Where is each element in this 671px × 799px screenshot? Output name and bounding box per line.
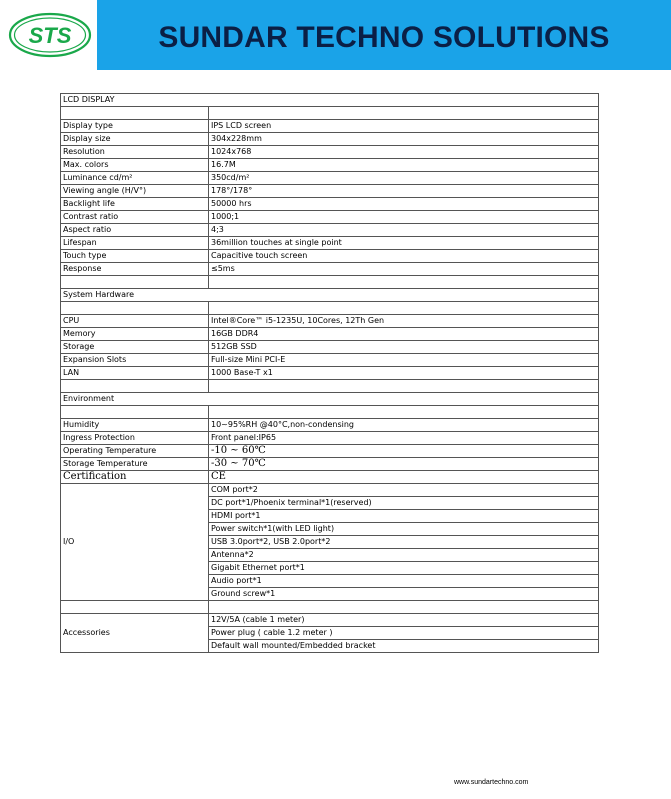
spec-value: 50000 hrs	[209, 198, 599, 211]
spec-label: Backlight life	[61, 198, 209, 211]
spec-value: ≤5ms	[209, 263, 599, 276]
table-row	[61, 328, 599, 341]
spacer-row	[61, 406, 599, 419]
spec-value: Full-size Mini PCI-E	[209, 354, 599, 367]
table-row	[61, 354, 599, 367]
table-row	[61, 120, 599, 133]
spec-label: Lifespan	[61, 237, 209, 250]
io-item: COM port*2	[209, 484, 599, 497]
spec-label: Humidity	[61, 419, 209, 432]
spec-value: 16.7M	[209, 159, 599, 172]
spec-label: Ingress Protection	[61, 432, 209, 445]
spec-value: 1024x768	[209, 146, 599, 159]
spacer-row	[61, 380, 599, 393]
footer-website: www.sundartechno.com	[454, 779, 529, 786]
table-row	[61, 445, 599, 458]
spec-label: Storage Temperature	[61, 458, 209, 471]
section-title-hardware: System Hardware	[61, 289, 599, 302]
spec-label: Viewing angle (H/V°)	[61, 185, 209, 198]
section-title-environment: Environment	[61, 393, 599, 406]
table-row	[61, 419, 599, 432]
section-row	[61, 393, 599, 406]
table-row	[61, 263, 599, 276]
io-item: Gigabit Ethernet port*1	[209, 562, 599, 575]
table-row	[61, 341, 599, 354]
spec-table	[60, 93, 599, 653]
spec-value: 304x228mm	[209, 133, 599, 146]
table-row	[61, 172, 599, 185]
logo-text: STS	[28, 23, 72, 48]
io-item: Audio port*1	[209, 575, 599, 588]
spec-label: Expansion Slots	[61, 354, 209, 367]
table-row	[61, 198, 599, 211]
spec-label: Response	[61, 263, 209, 276]
spec-value: 350cd/m²	[209, 172, 599, 185]
page-header	[0, 0, 671, 70]
spec-label: Certification	[61, 471, 209, 484]
spec-value: IPS LCD screen	[209, 120, 599, 133]
spec-value: 4;3	[209, 224, 599, 237]
io-item: HDMI port*1	[209, 510, 599, 523]
table-row	[61, 315, 599, 328]
accessory-item: Power plug ( cable 1.2 meter )	[209, 627, 599, 640]
spec-label: Display size	[61, 133, 209, 146]
section-title-lcd: LCD DISPLAY	[61, 94, 599, 107]
table-row	[61, 471, 599, 484]
table-row	[61, 146, 599, 159]
accessories-label: Accessories	[61, 614, 209, 653]
table-row	[61, 185, 599, 198]
table-row	[61, 484, 599, 497]
table-row	[61, 237, 599, 250]
spec-value: Capacitive touch screen	[209, 250, 599, 263]
spec-label: Max. colors	[61, 159, 209, 172]
io-item: USB 3.0port*2, USB 2.0port*2	[209, 536, 599, 549]
accessory-item: 12V/5A (cable 1 meter)	[209, 614, 599, 627]
spec-value: 1000;1	[209, 211, 599, 224]
io-item: Antenna*2	[209, 549, 599, 562]
sts-logo	[8, 12, 92, 58]
table-row	[61, 224, 599, 237]
section-row	[61, 94, 599, 107]
spec-value: 512GB SSD	[209, 341, 599, 354]
spec-value: CE	[209, 471, 599, 484]
spec-label: Touch type	[61, 250, 209, 263]
spec-value: Front panel:IP65	[209, 432, 599, 445]
spec-value: -30 ~ 70℃	[209, 458, 599, 471]
spec-label: Storage	[61, 341, 209, 354]
spec-label: Operating Temperature	[61, 445, 209, 458]
table-row	[61, 614, 599, 627]
spec-label: Aspect ratio	[61, 224, 209, 237]
accessory-item: Default wall mounted/Embedded bracket	[209, 640, 599, 653]
table-row	[61, 159, 599, 172]
spacer-row	[61, 601, 599, 614]
company-name: SUNDAR TECHNO SOLUTIONS	[158, 21, 610, 54]
spec-label: CPU	[61, 315, 209, 328]
spec-label: LAN	[61, 367, 209, 380]
table-row	[61, 432, 599, 445]
spec-label: Resolution	[61, 146, 209, 159]
spacer-row	[61, 302, 599, 315]
io-item: Ground screw*1	[209, 588, 599, 601]
spec-label: Memory	[61, 328, 209, 341]
spec-value: 10~95%RH @40°C,non-condensing	[209, 419, 599, 432]
table-row	[61, 250, 599, 263]
section-row	[61, 289, 599, 302]
io-item: DC port*1/Phoenix terminal*1(reserved)	[209, 497, 599, 510]
spec-label: Display type	[61, 120, 209, 133]
spec-value: -10 ~ 60℃	[209, 445, 599, 458]
spec-value: 178°/178°	[209, 185, 599, 198]
spec-value: 16GB DDR4	[209, 328, 599, 341]
spec-value: Intel®Core™ i5-1235U, 10Cores, 12Th Gen	[209, 315, 599, 328]
table-row	[61, 211, 599, 224]
table-row	[61, 458, 599, 471]
spec-value: 36million touches at single point	[209, 237, 599, 250]
spec-value: 1000 Base-T x1	[209, 367, 599, 380]
io-label: I/O	[61, 484, 209, 601]
table-row	[61, 367, 599, 380]
spacer-row	[61, 276, 599, 289]
spec-label: Luminance cd/m²	[61, 172, 209, 185]
spec-label: Contrast ratio	[61, 211, 209, 224]
io-item: Power switch*1(with LED light)	[209, 523, 599, 536]
spacer-row	[61, 107, 599, 120]
table-row	[61, 133, 599, 146]
